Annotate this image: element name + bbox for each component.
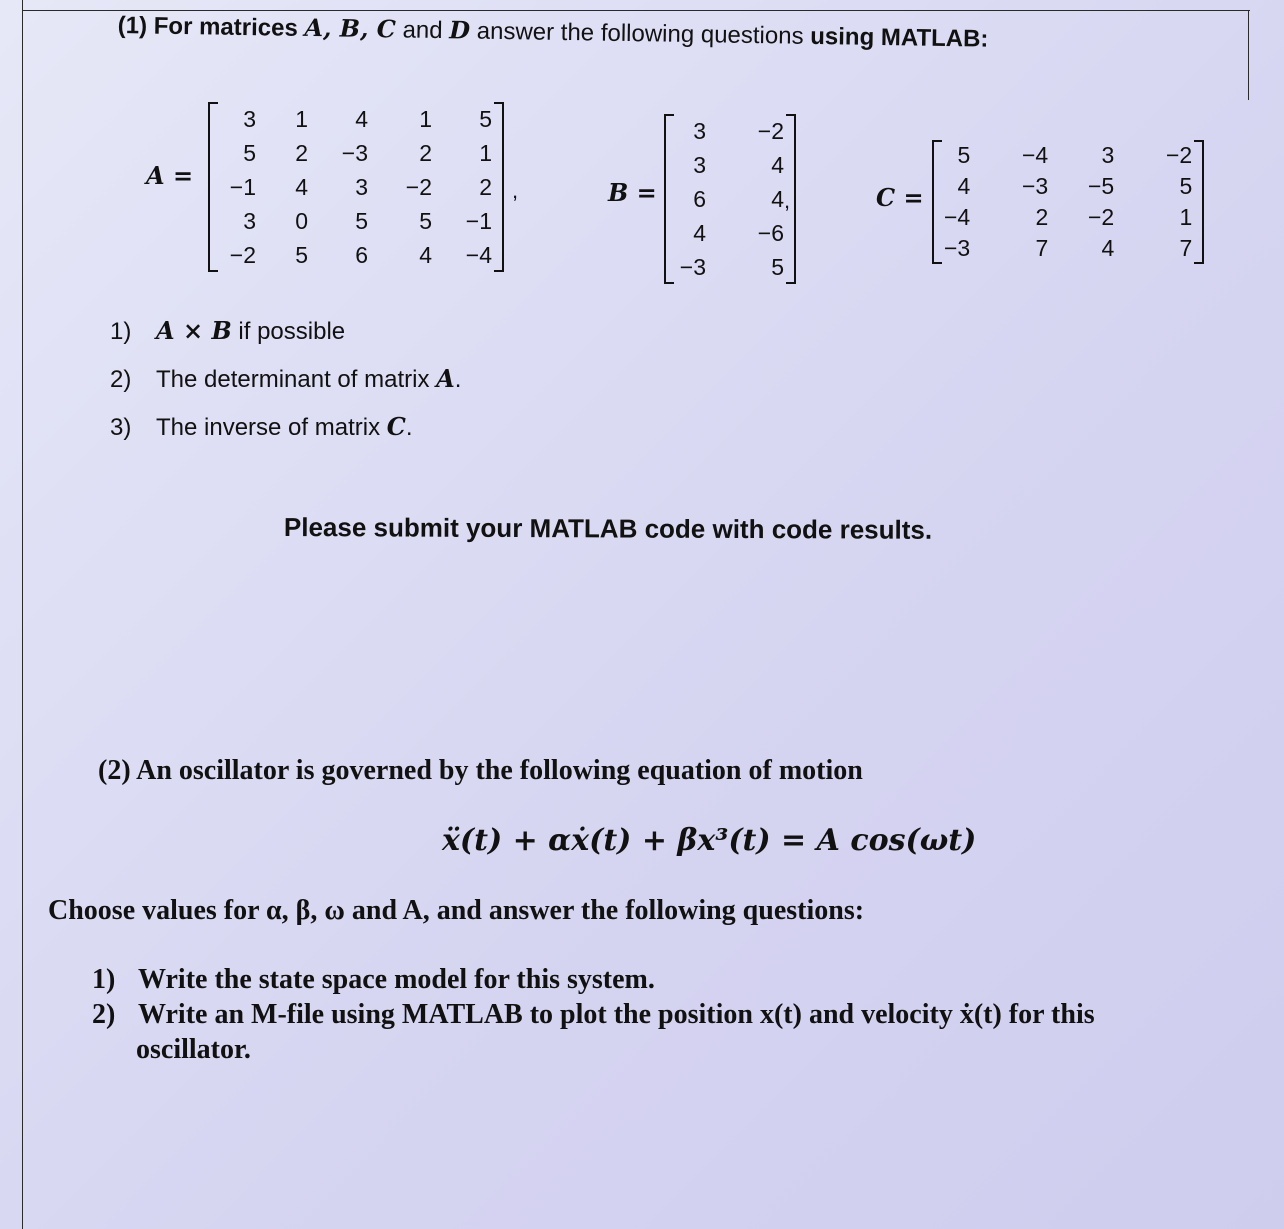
matrix-row xyxy=(668,114,792,148)
matrix-row xyxy=(936,171,1200,202)
item-math: A xyxy=(436,364,455,393)
matrix-row xyxy=(668,216,792,250)
matrix-row xyxy=(668,182,792,216)
matrix-cell: 1 xyxy=(1179,204,1193,230)
list-item xyxy=(110,364,461,412)
item-text: . xyxy=(405,414,413,441)
matrix-a-comma: , xyxy=(512,178,519,203)
matrix-cell: −3 xyxy=(679,253,706,280)
matrix-cell: 3 xyxy=(693,151,706,178)
q1-title-bold: using MATLAB: xyxy=(810,22,989,53)
matrix-c xyxy=(936,140,1200,264)
matrix-cell: 5 xyxy=(771,253,784,280)
matrix-cell: 5 xyxy=(355,207,368,234)
matrix-row xyxy=(212,170,500,204)
item-math: A × B xyxy=(156,316,232,345)
matrix-c-left-bracket xyxy=(932,140,942,264)
q1-title-letters: A, B, C xyxy=(304,12,397,44)
submit-note: Please submit your MATLAB code with code results. xyxy=(283,512,933,545)
item-number: 3) xyxy=(110,414,132,441)
matrix-row xyxy=(212,102,500,136)
matrix-a-right-bracket xyxy=(494,102,504,272)
matrix-row xyxy=(212,238,500,272)
matrix-cell: 7 xyxy=(1035,235,1049,261)
matrix-cell: 3 xyxy=(243,207,256,234)
matrix-row xyxy=(936,233,1200,264)
matrix-cell: −4 xyxy=(1022,142,1049,168)
equation-of-motion: ẍ(t) + αẋ(t) + βx³(t) = A cos(ωt) xyxy=(442,823,977,858)
matrix-cell: −3 xyxy=(341,139,368,166)
matrix-b xyxy=(668,114,792,284)
item-text: . xyxy=(454,366,462,393)
matrix-cell: −3 xyxy=(944,235,971,261)
matrix-cell: 5 xyxy=(1179,173,1193,199)
matrix-cell: 3 xyxy=(1101,142,1115,168)
matrix-cell: 4 xyxy=(771,185,784,212)
item-text: Write an M-file using MATLAB to plot the position x(t) and velocity ẋ(t) for this xyxy=(138,999,1095,1030)
matrix-cell: −2 xyxy=(1088,204,1115,230)
matrix-c-label: C = xyxy=(876,183,924,212)
matrix-cell: 1 xyxy=(479,139,492,166)
right-rule xyxy=(1248,10,1249,100)
item-number: 1) xyxy=(110,318,132,345)
q1-title-and: and xyxy=(395,16,450,45)
matrix-cell: 1 xyxy=(419,105,432,132)
matrix-c-grid xyxy=(936,140,1200,264)
matrix-cell: 5 xyxy=(295,241,308,268)
matrix-cell: 6 xyxy=(355,241,368,268)
question-2-list xyxy=(92,962,1095,1067)
list-item xyxy=(92,962,1095,997)
matrix-a-label: A = xyxy=(146,161,194,190)
item-number: 2) xyxy=(92,999,116,1030)
item-number: 2) xyxy=(110,366,132,393)
matrix-b-left-bracket xyxy=(664,114,674,284)
matrix-cell: 4 xyxy=(295,173,308,200)
q1-title-d: D xyxy=(449,15,471,45)
matrix-cell: −6 xyxy=(757,219,784,246)
matrix-b-label: B = xyxy=(608,178,657,207)
item-text: if possible xyxy=(231,318,346,345)
item-text: Write the state space model for this system. xyxy=(138,964,655,995)
matrix-cell: −2 xyxy=(405,173,432,200)
matrix-cell: 4 xyxy=(1101,235,1115,261)
list-item xyxy=(92,997,1095,1032)
matrix-cell: −2 xyxy=(1166,142,1193,168)
list-item xyxy=(110,412,461,460)
matrix-cell: 7 xyxy=(1179,235,1193,261)
matrix-a-grid xyxy=(212,102,500,272)
matrix-cell: 2 xyxy=(295,139,308,166)
matrix-cell: 3 xyxy=(243,105,256,132)
matrix-cell: −4 xyxy=(465,241,492,268)
matrix-cell: 5 xyxy=(479,105,492,132)
matrix-cell: 4 xyxy=(693,219,706,246)
item-math: C xyxy=(386,412,406,441)
question-1-list xyxy=(110,316,461,460)
matrix-cell: 2 xyxy=(419,139,432,166)
item-text: The determinant of matrix xyxy=(156,366,437,393)
item-number: 1) xyxy=(92,964,116,995)
matrix-cell: −5 xyxy=(1088,173,1115,199)
matrix-cell: 5 xyxy=(419,207,432,234)
matrix-b-grid xyxy=(668,114,792,284)
matrix-cell: 4 xyxy=(771,151,784,178)
matrix-cell: 3 xyxy=(693,117,706,144)
matrix-cell: −4 xyxy=(944,204,971,230)
choose-values-text: Choose values for α, β, ω and A, and answer the following questions: xyxy=(48,895,865,926)
q1-title-pre: (1) For matrices xyxy=(117,11,305,42)
matrix-cell: 6 xyxy=(693,185,706,212)
matrix-b-comma: , xyxy=(784,188,791,213)
matrix-cell: −2 xyxy=(757,117,784,144)
matrix-cell: 4 xyxy=(957,173,971,199)
matrix-row xyxy=(668,250,792,284)
matrix-cell: 2 xyxy=(479,173,492,200)
matrix-a-left-bracket xyxy=(208,102,218,272)
matrix-cell: 2 xyxy=(1035,204,1049,230)
matrix-a xyxy=(212,102,500,272)
item-text: The inverse of matrix xyxy=(156,414,387,441)
matrix-c-right-bracket xyxy=(1194,140,1204,264)
matrix-cell: 1 xyxy=(295,105,308,132)
matrix-row xyxy=(668,148,792,182)
matrix-cell: 3 xyxy=(355,173,368,200)
list-item xyxy=(110,316,461,364)
matrix-row xyxy=(936,140,1200,171)
matrix-row xyxy=(212,204,500,238)
matrix-cell: −2 xyxy=(229,241,256,268)
matrix-cell: 4 xyxy=(355,105,368,132)
matrix-cell: 5 xyxy=(957,142,971,168)
matrix-row xyxy=(212,136,500,170)
matrix-cell: −3 xyxy=(1022,173,1049,199)
matrix-row xyxy=(936,202,1200,233)
matrix-cell: 5 xyxy=(243,139,256,166)
q1-title-post: answer the following questions xyxy=(469,17,811,50)
question-2-title: (2) An oscillator is governed by the following equation of motion xyxy=(98,755,863,786)
matrix-cell: 4 xyxy=(419,241,432,268)
matrix-cell: −1 xyxy=(465,207,492,234)
matrix-cell: 0 xyxy=(295,207,308,234)
matrix-cell: −1 xyxy=(229,173,256,200)
list-item-continuation: oscillator. xyxy=(136,1034,251,1065)
